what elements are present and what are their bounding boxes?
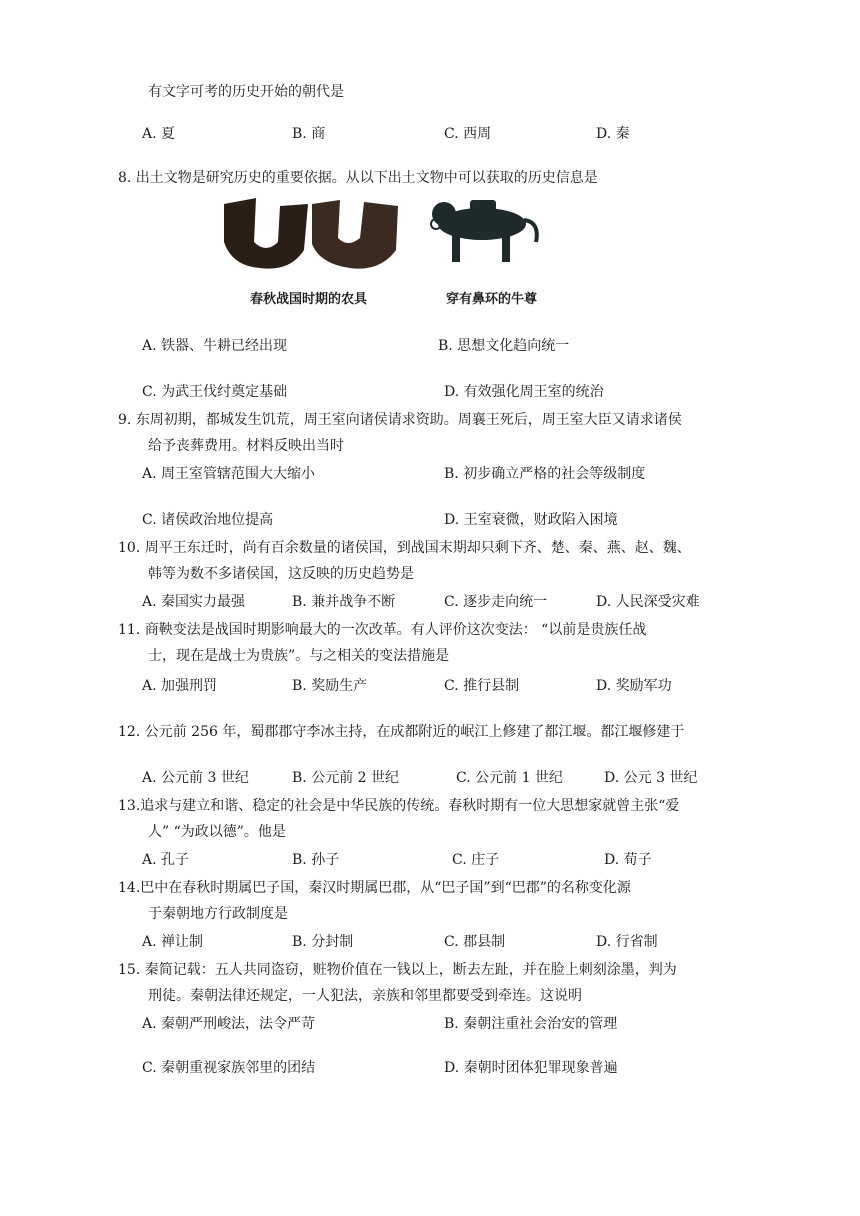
q7-option-c: C. 西周 [444, 126, 492, 142]
q12-option-d: D. 公元 3 世纪 [604, 770, 698, 786]
ox-zun-icon [432, 200, 537, 262]
q8-caption-zun: 穿有鼻环的牛尊 [446, 292, 538, 307]
q14-stem-line2: 于秦朝地方行政制度是 [148, 906, 288, 922]
q14-stem-line1: 14.巴中在春秋时期属巴子国，秦汉时期属巴郡，从“巴子国”到“巴郡”的名称变化源 [118, 880, 631, 896]
q9-option-c: C. 诸侯政治地位提高 [142, 512, 274, 528]
q15-option-d: D. 秦朝时团体犯罪现象普遍 [444, 1060, 618, 1076]
q10-option-a: A. 秦国实力最强 [142, 594, 246, 610]
q9-stem-line2: 给予丧葬费用。材料反映出当时 [148, 438, 344, 454]
q11-stem-line2: 士，现在是战士为贵族”。与之相关的变法措施是 [148, 648, 450, 664]
q12-option-b: B. 公元前 2 世纪 [292, 770, 399, 786]
q7-option-a: A. 夏 [142, 126, 176, 142]
q9-option-a: A. 周王室管辖范围大大缩小 [142, 466, 316, 482]
q13-option-b: B. 孙子 [292, 852, 340, 868]
q15-option-a: A. 秦朝严刑峻法，法令严苛 [142, 1016, 316, 1032]
q11-option-d: D. 奖励军功 [596, 678, 672, 694]
q10-option-d: D. 人民深受灾难 [596, 594, 700, 610]
q13-stem-line1: 13.追求与建立和谐、稳定的社会是中华民族的传统。春秋时期有一位大思想家就曾主张“爱 [118, 798, 680, 814]
farm-tool-icon [312, 200, 398, 269]
q11-stem-line1: 11. 商鞅变法是战国时期影响最大的一次改革。有人评价这次变法： “以前是贵族任战 [118, 622, 647, 638]
farm-tool-icon [224, 198, 308, 269]
q8-option-a: A. 铁器、牛耕已经出现 [142, 338, 288, 354]
q14-option-a: A. 禅让制 [142, 934, 204, 950]
q10-option-b: B. 兼并战争不断 [292, 594, 396, 610]
q9-option-b: B. 初步确立严格的社会等级制度 [444, 466, 646, 482]
q14-option-c: C. 郡县制 [444, 934, 506, 950]
q8-caption-tools: 春秋战国时期的农具 [250, 292, 368, 307]
q11-option-c: C. 推行县制 [444, 678, 520, 694]
q8-option-d: D. 有效强化周王室的统治 [444, 384, 604, 400]
q15-stem-line2: 刑徒。秦朝法律还规定，一人犯法，亲族和邻里都要受到牵连。这说明 [148, 988, 582, 1004]
q15-stem-line1: 15. 秦简记载：五人共同盗窃，赃物价值在一钱以上，断去左趾，并在脸上刺刻涂墨，判为 [118, 962, 677, 978]
q11-option-b: B. 奖励生产 [292, 678, 368, 694]
q13-option-c: C. 庄子 [452, 852, 500, 868]
q9-option-d: D. 王室衰微，财政陷入困境 [444, 512, 618, 528]
q8-option-c: C. 为武王伐纣奠定基础 [142, 384, 288, 400]
q15-option-b: B. 秦朝注重社会治安的管理 [444, 1016, 618, 1032]
q7-option-b: B. 商 [292, 126, 326, 142]
q8-option-b: B. 思想文化趋向统一 [438, 338, 570, 354]
q10-stem-line2: 韩等为数不多诸侯国，这反映的历史趋势是 [148, 566, 414, 582]
q9-stem-line1: 9. 东周初期，都城发生饥荒，周王室向诸侯请求资助。周襄王死后，周王室大臣又请求诸侯 [118, 412, 682, 428]
q8-figure [220, 192, 600, 316]
q12-stem: 12. 公元前 256 年，蜀郡郡守李冰主持，在成都附近的岷江上修建了都江堰。都江堰修建于 [118, 724, 685, 740]
q13-option-d: D. 荀子 [604, 852, 652, 868]
q13-stem-line2: 人” “为政以德”。他是 [148, 824, 286, 840]
q7-stem: 有文字可考的历史开始的朝代是 [148, 84, 344, 100]
q7-option-d: D. 秦 [596, 126, 630, 142]
q14-option-b: B. 分封制 [292, 934, 354, 950]
q12-option-c: C. 公元前 1 世纪 [456, 770, 563, 786]
q13-option-a: A. 孔子 [142, 852, 190, 868]
q15-option-c: C. 秦朝重视家族邻里的团结 [142, 1060, 316, 1076]
q10-option-c: C. 逐步走向统一 [444, 594, 548, 610]
q14-option-d: D. 行省制 [596, 934, 658, 950]
q8-stem: 8. 出土文物是研究历史的重要依据。从以下出土文物中可以获取的历史信息是 [118, 170, 598, 186]
q11-option-a: A. 加强刑罚 [142, 678, 218, 694]
q10-stem-line1: 10. 周平王东迁时，尚有百余数量的诸侯国，到战国末期却只剩下齐、楚、秦、燕、赵、魏、 [118, 540, 691, 556]
q12-option-a: A. 公元前 3 世纪 [142, 770, 249, 786]
